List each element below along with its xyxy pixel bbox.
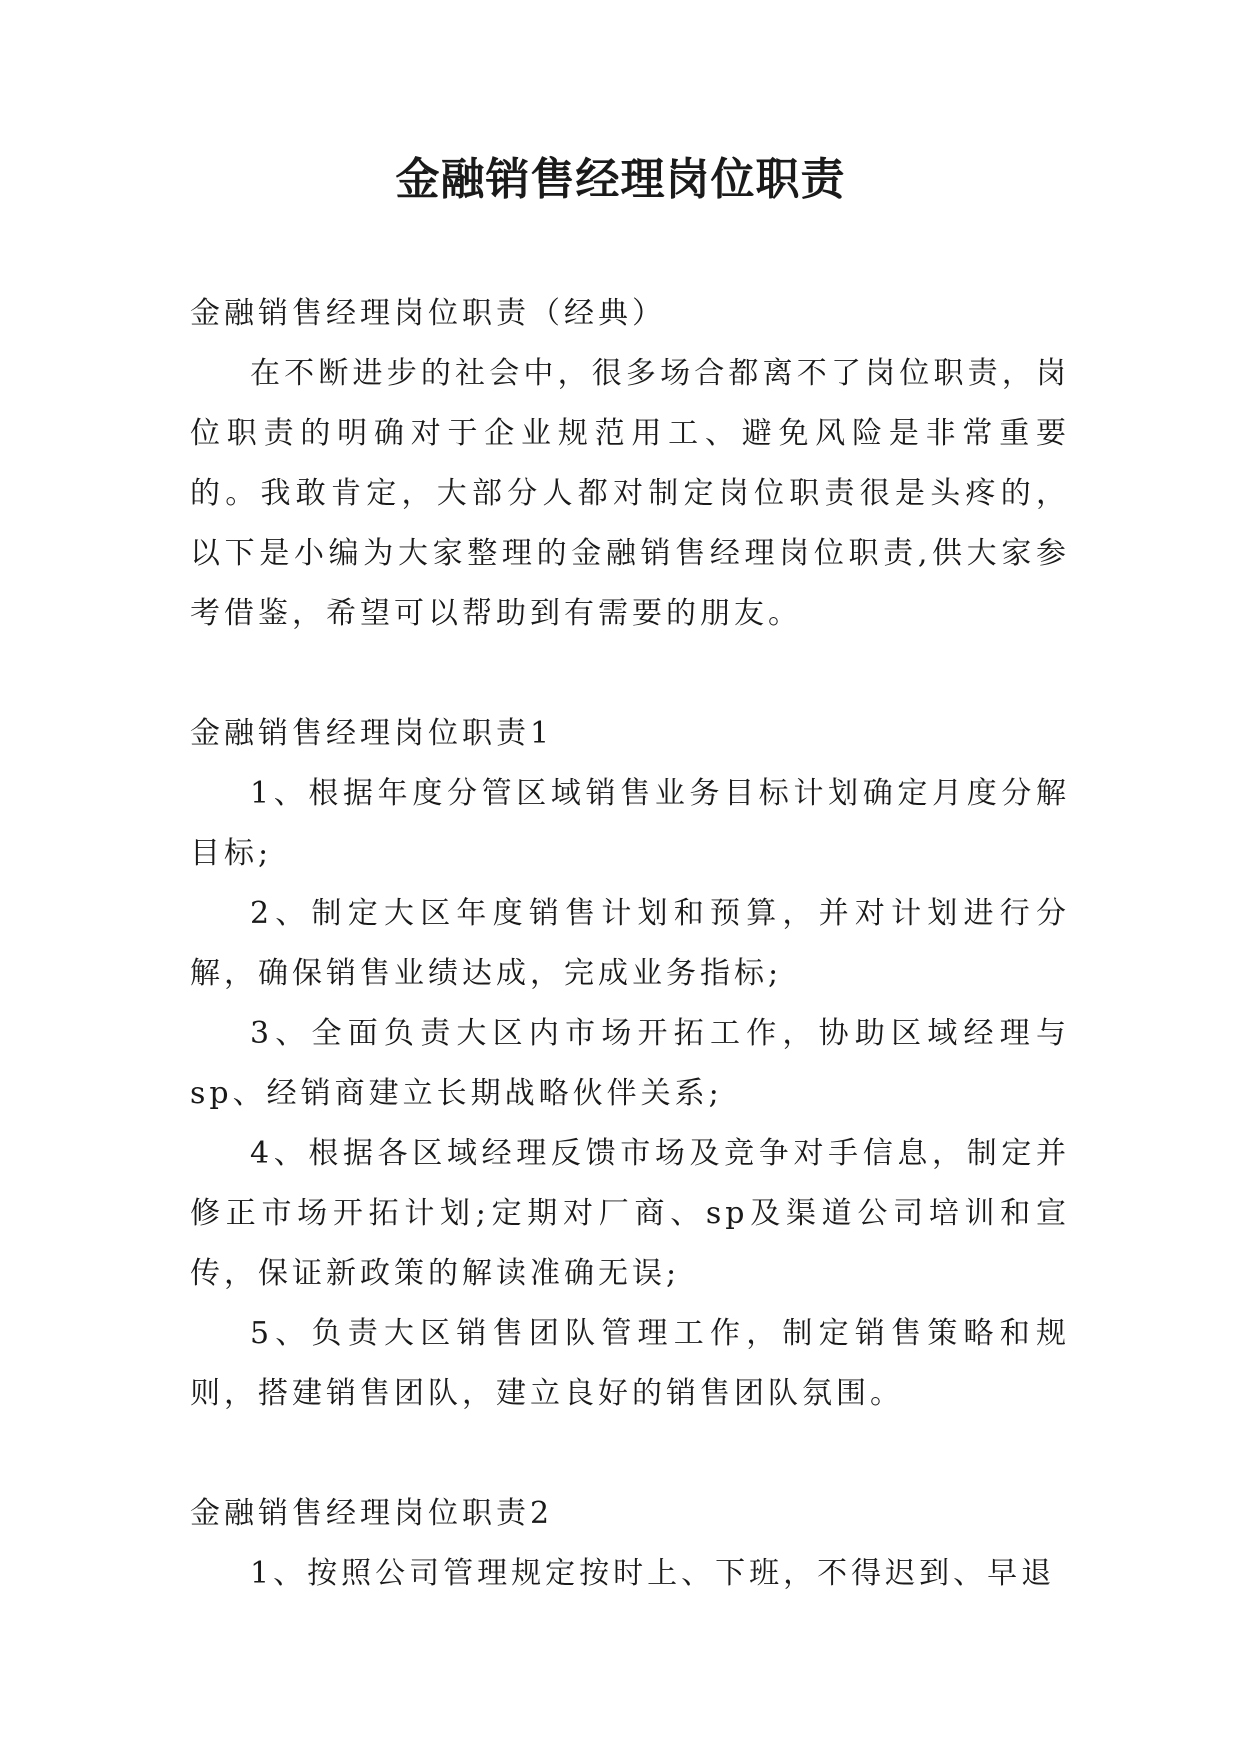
- section1-item: 3、全面负责大区内市场开拓工作，协助区域经理与sp、经销商建立长期战略伙伴关系;: [190, 1016, 1070, 1111]
- document-title: 金融销售经理岗位职责: [395, 154, 846, 205]
- section1-item: 1、根据年度分管区域销售业务目标计划确定月度分解目标;: [190, 776, 1070, 871]
- intro-heading: 金融销售经理岗位职责（经典）: [190, 296, 666, 331]
- section-spacer: [190, 644, 1070, 704]
- section1-item: 4、根据各区域经理反馈市场及竞争对手信息，制定并修正市场开拓计划;定期对厂商、sp及渠道公司培训和宣传，保证新政策的解读准确无误;: [190, 1136, 1070, 1291]
- section1-heading: 金融销售经理岗位职责1: [190, 716, 554, 751]
- section1-item: 2、制定大区年度销售计划和预算，并对计划进行分解，确保销售业绩达成，完成业务指标;: [190, 896, 1070, 991]
- intro-paragraph: 在不断进步的社会中，很多场合都离不了岗位职责，岗位职责的明确对于企业规范用工、避免风险是非常重要的。我敢肯定，大部分人都对制定岗位职责很是头疼的，以下是小编为大家整理的金融销售经理岗位职责,供大家参考借鉴，希望可以帮助到有需要的朋友。: [190, 356, 1070, 631]
- document-body: [190, 284, 1070, 1604]
- section2-item: 1、按照公司管理规定按时上、下班，不得迟到、早退: [250, 1556, 1056, 1591]
- section1-item: 5、负责大区销售团队管理工作，制定销售策略和规则，搭建销售团队，建立良好的销售团队氛围。: [190, 1316, 1070, 1411]
- section-spacer: [190, 1424, 1070, 1484]
- section2-heading: 金融销售经理岗位职责2: [190, 1496, 554, 1531]
